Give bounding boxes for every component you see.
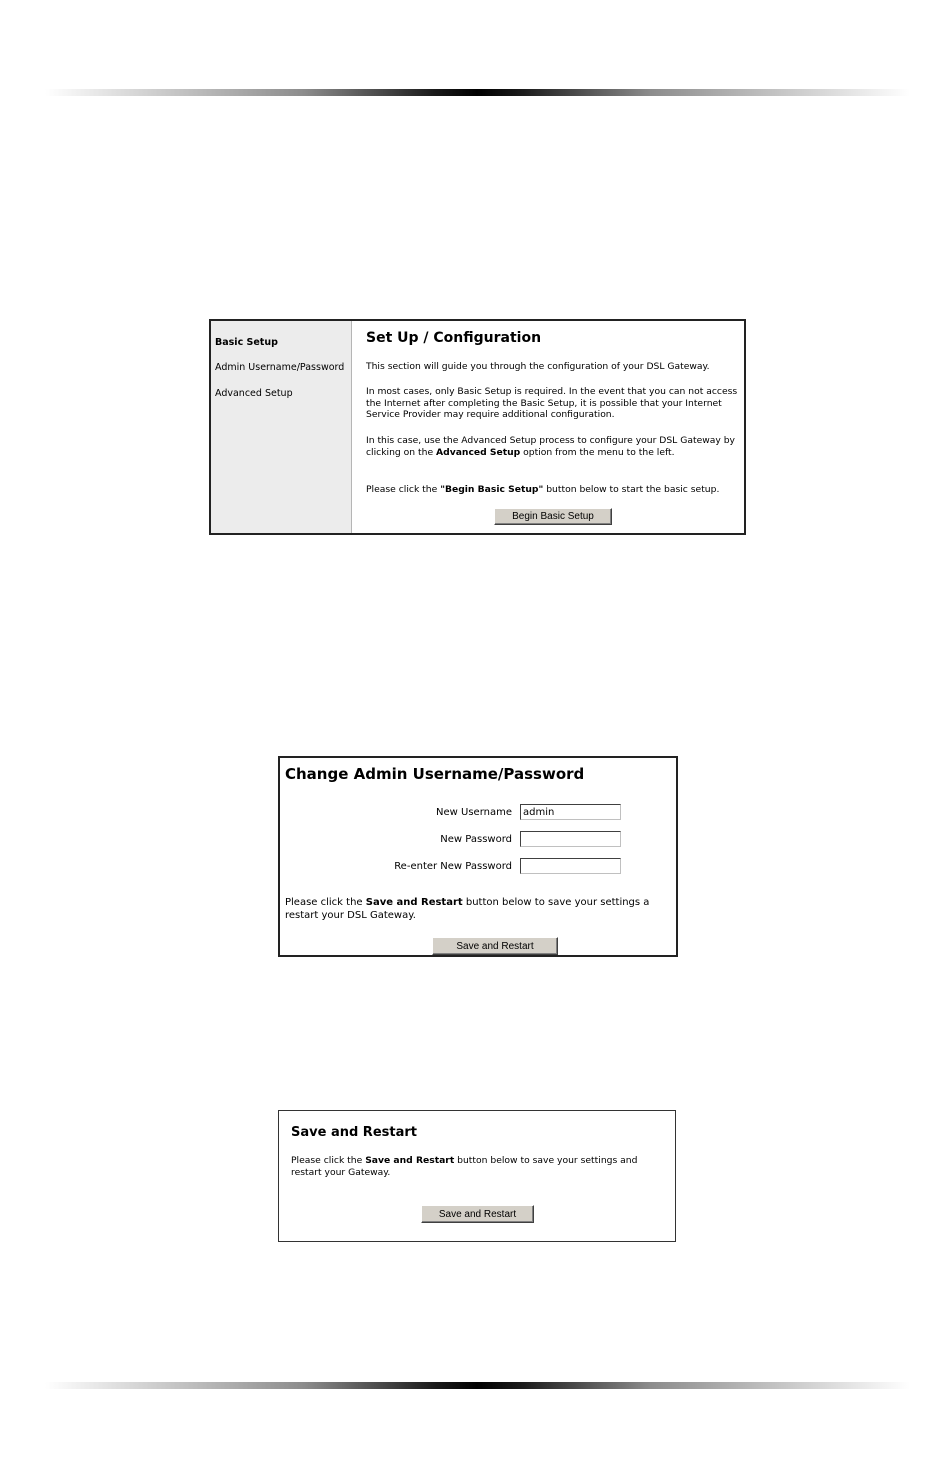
page-title: Set Up / Configuration — [366, 330, 542, 346]
change-admin-title: Change Admin Username/Password — [285, 765, 585, 783]
sidebar-item-advanced-setup[interactable]: Advanced Setup — [215, 388, 293, 399]
advanced-setup-paragraph: In this case, use the Advanced Setup process to configure your DSL Gateway by clicking on the Advanced Setup option from the menu to the left. — [366, 435, 735, 458]
sidebar-item-basic-setup[interactable]: Basic Setup — [215, 337, 278, 348]
new-username-label: New Username — [436, 807, 512, 818]
save-restart-title: Save and Restart — [291, 1125, 417, 1140]
bottom-divider-rule — [45, 1382, 910, 1389]
top-divider-rule — [45, 89, 910, 96]
save-instruction-text: Please click the Save and Restart button below to save your settings a restart your DSL Gateway. — [285, 897, 650, 921]
save-restart-panel — [278, 1110, 676, 1242]
setup-sidebar — [211, 321, 352, 533]
save-restart-instruction-text: Please click the Save and Restart button below to save your settings and restart your Gateway. — [291, 1155, 638, 1178]
reenter-password-label: Re-enter New Password — [394, 861, 512, 872]
setup-configuration-panel — [209, 319, 746, 535]
sidebar-item-admin-username-password[interactable]: Admin Username/Password — [215, 362, 345, 373]
basic-setup-paragraph: In most cases, only Basic Setup is required. In the event that you can not access the Internet after completing the Basic Setup, it is possible that your Internet Service Provider may require additional configuration. — [366, 386, 738, 420]
begin-instruction-paragraph: Please click the "Begin Basic Setup" button below to start the basic setup. — [366, 484, 720, 495]
change-admin-panel — [278, 756, 678, 957]
save-and-restart-button[interactable]: Save and Restart — [421, 1205, 534, 1223]
new-password-label: New Password — [440, 834, 512, 845]
reenter-password-input[interactable] — [520, 858, 621, 874]
begin-basic-setup-button[interactable]: Begin Basic Setup — [494, 508, 612, 525]
new-username-input[interactable] — [520, 804, 621, 820]
intro-paragraph: This section will guide you through the configuration of your DSL Gateway. — [366, 361, 710, 372]
new-password-input[interactable] — [520, 831, 621, 847]
save-and-restart-button[interactable]: Save and Restart — [432, 937, 558, 955]
